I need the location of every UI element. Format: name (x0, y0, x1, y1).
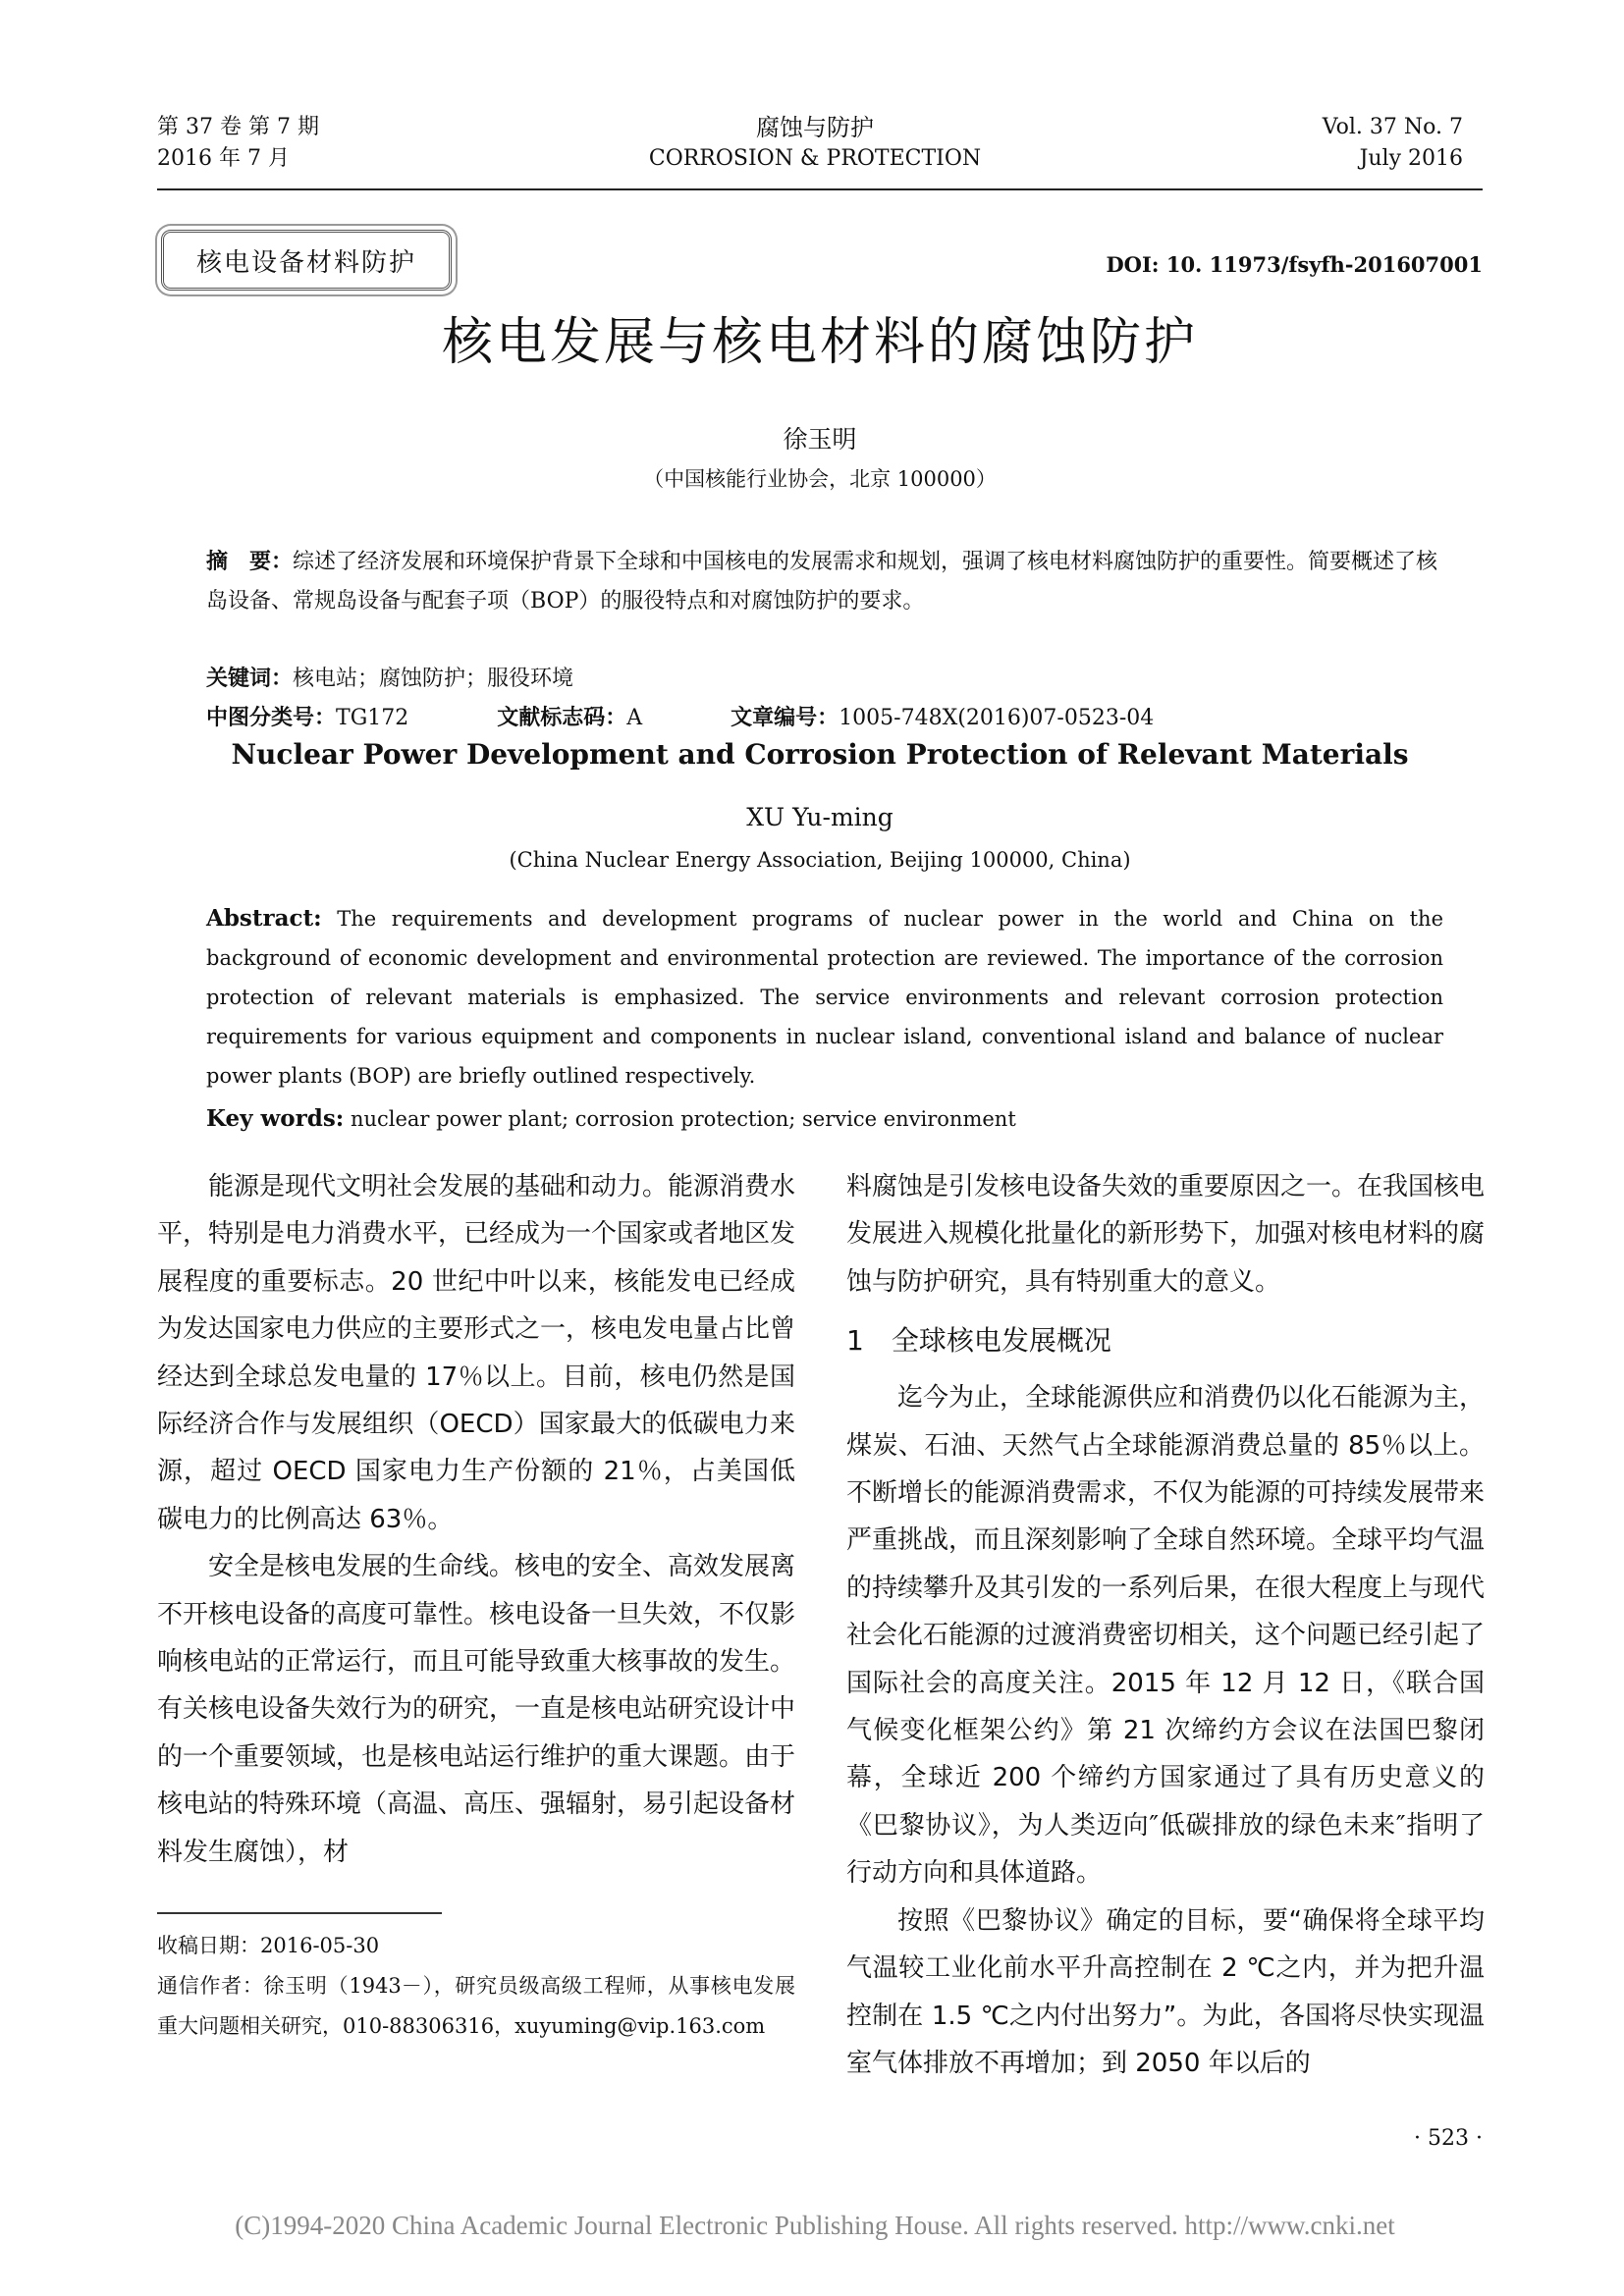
section-heading: 1 全球核电发展概况 (846, 1324, 1111, 1358)
keywords-en-text: nuclear power plant; corrosion protection; service environment (344, 1107, 1016, 1131)
doc-code-value: A (626, 706, 643, 730)
author-en: XU Yu-ming (746, 803, 893, 831)
body-right-column (846, 1163, 1485, 2087)
clc-value: TG172 (336, 706, 409, 730)
clc-label: 中图分类号： (206, 706, 337, 730)
section-tag: 核电设备材料防护 (161, 230, 452, 291)
header-volume-issue (157, 112, 319, 175)
footnote-rule (157, 1912, 442, 1914)
footnote-correspondence: 通信作者：徐玉明（1943－），研究员级高级工程师，从事核电发展重大问题相关研究，010-88306316，xuyuming@vip.163.com (157, 1974, 795, 2038)
journal-name-cn: 腐蚀与防护 (756, 114, 874, 141)
footnote (157, 1926, 795, 2047)
article-title-cn: 核电发展与核电材料的腐蚀防护 (441, 313, 1198, 372)
classification-line (206, 699, 1443, 738)
article-number-label: 文章编号： (731, 706, 839, 730)
page-number: · 523 · (1414, 2126, 1483, 2151)
keywords-en (206, 1099, 1443, 1139)
body-paragraph: 料腐蚀是引发核电设备失效的重要原因之一。在我国核电发展进入规模化批量化的新形势下，加强对核电材料的腐蚀与防护研究，具有特别重大的意义。 (846, 1172, 1486, 1297)
header-rule (157, 188, 1483, 190)
keywords-cn-label: 关键词： (206, 667, 294, 691)
header-volume-line: 第 37 卷 第 7 期 (157, 115, 319, 139)
body-paragraph: 迄今为止，全球能源供应和消费仍以化石能源为主，煤炭、石油、天然气占全球能源消费总量的 85％以上。不断增长的能源消费需求，不仅为能源的可持续发展带来严重挑战，而且深刻影响了全球自然环境。全球平均气温的持续攀升及其引发的一系列后果，在很大程度上与现代社会化石能源的过渡消费密切相关，这个问题已经引起了国际社会的高度关注。2015 年 12 月 12 日，《联合国气候变化框架公约》第 21 次缔约方会议在法国巴黎闭幕，全球近 200 个缔约方国家通过了具有历史意义的《巴黎协议》，为人类迈向″低碳排放的绿色未来″指明了行动方向和具体道路。 (846, 1383, 1486, 1889)
abstract-en-text: The requirements and development programs of nuclear power in the world and China on the background of economic development and environmental protection are reviewed. The importance of the corrosion protection of relevant materials is emphasized. The service environments and relevant corrosion protection requirements for various equipment and components in nuclear island, conventional island and balance of nuclear power plants (BOP) are briefly outlined respectively. (206, 907, 1443, 1088)
affiliation-cn: （中国核能行业协会，北京 100000） (643, 467, 997, 491)
body-paragraph: 能源是现代文明社会发展的基础和动力。能源消费水平，特别是电力消费水平，已经成为一个国家或者地区发展程度的重要标志。20 世纪中叶以来，核能发电已经成为发达国家电力供应的主要形式之一，核电发电量占比曾经达到全球总发电量的 17％以上。目前，核电仍然是国际经济合作与发展组织（OECD）国家最大的低碳电力来源，超过 OECD 国家电力生产份额的 21％，占美国低碳电力的比例高达 63％。 (157, 1172, 796, 1534)
keywords-cn (206, 660, 1443, 699)
body-left-column (157, 1163, 795, 1876)
header-journal (550, 112, 1080, 175)
header-date-line: 2016 年 7 月 (157, 146, 290, 171)
author-cn: 徐玉明 (783, 425, 857, 454)
abstract-en (206, 899, 1443, 1095)
affiliation-en: (China Nuclear Energy Association, Beijing 100000, China) (509, 848, 1131, 872)
keywords-en-label: Key words: (206, 1105, 345, 1132)
header-volume-en (1227, 112, 1463, 175)
header-date-en-line: July 2016 (1359, 146, 1463, 171)
article-number-value: 1005-748X(2016)07-0523-04 (839, 706, 1155, 730)
footnote-received: 收稿日期：2016-05-30 (157, 1934, 380, 1957)
keywords-cn-text: 核电站；腐蚀防护；服役环境 (293, 667, 574, 691)
copyright-notice: (C)1994-2020 China Academic Journal Electronic Publishing House. All rights reserved. http://www.cnki.net (235, 2211, 1395, 2240)
header-vol-en-line: Vol. 37 No. 7 (1322, 115, 1463, 139)
doc-code-label: 文献标志码： (497, 706, 627, 730)
keywords-and-classification (206, 660, 1443, 738)
journal-name-en: CORROSION & PROTECTION (648, 146, 982, 171)
body-paragraph: 安全是核电发展的生命线。核电的安全、高效发展离不开核电设备的高度可靠性。核电设备一旦失效，不仅影响核电站的正常运行，而且可能导致重大核事故的发生。有关核电设备失效行为的研究，一直是核电站研究设计中的一个重要领域，也是核电站运行维护的重大课题。由于核电站的特殊环境（高温、高压、强辐射，易引起设备材料发生腐蚀），材 (157, 1552, 796, 1867)
abstract-en-label: Abstract: (206, 905, 322, 932)
abstract-cn (206, 543, 1443, 621)
article-title-en: Nuclear Power Development and Corrosion Protection of Relevant Materials (231, 738, 1409, 771)
doi: DOI: 10. 11973/fsyfh-201607001 (1106, 252, 1483, 277)
body-paragraph: 按照《巴黎协议》确定的目标，要“确保将全球平均气温较工业化前水平升高控制在 2 ℃之内，并为把升温控制在 1.5 ℃之内付出努力”。为此，各国将尽快实现温室气体排放不再增加；到 2050 年以后的 (846, 1905, 1485, 2078)
abstract-cn-label: 摘 要： (206, 550, 294, 574)
abstract-cn-text: 综述了经济发展和环境保护背景下全球和中国核电的发展需求和规划，强调了核电材料腐蚀防护的重要性。简要概述了核岛设备、常规岛设备与配套子项（BOP）的服役特点和对腐蚀防护的要求。 (206, 550, 1438, 614)
